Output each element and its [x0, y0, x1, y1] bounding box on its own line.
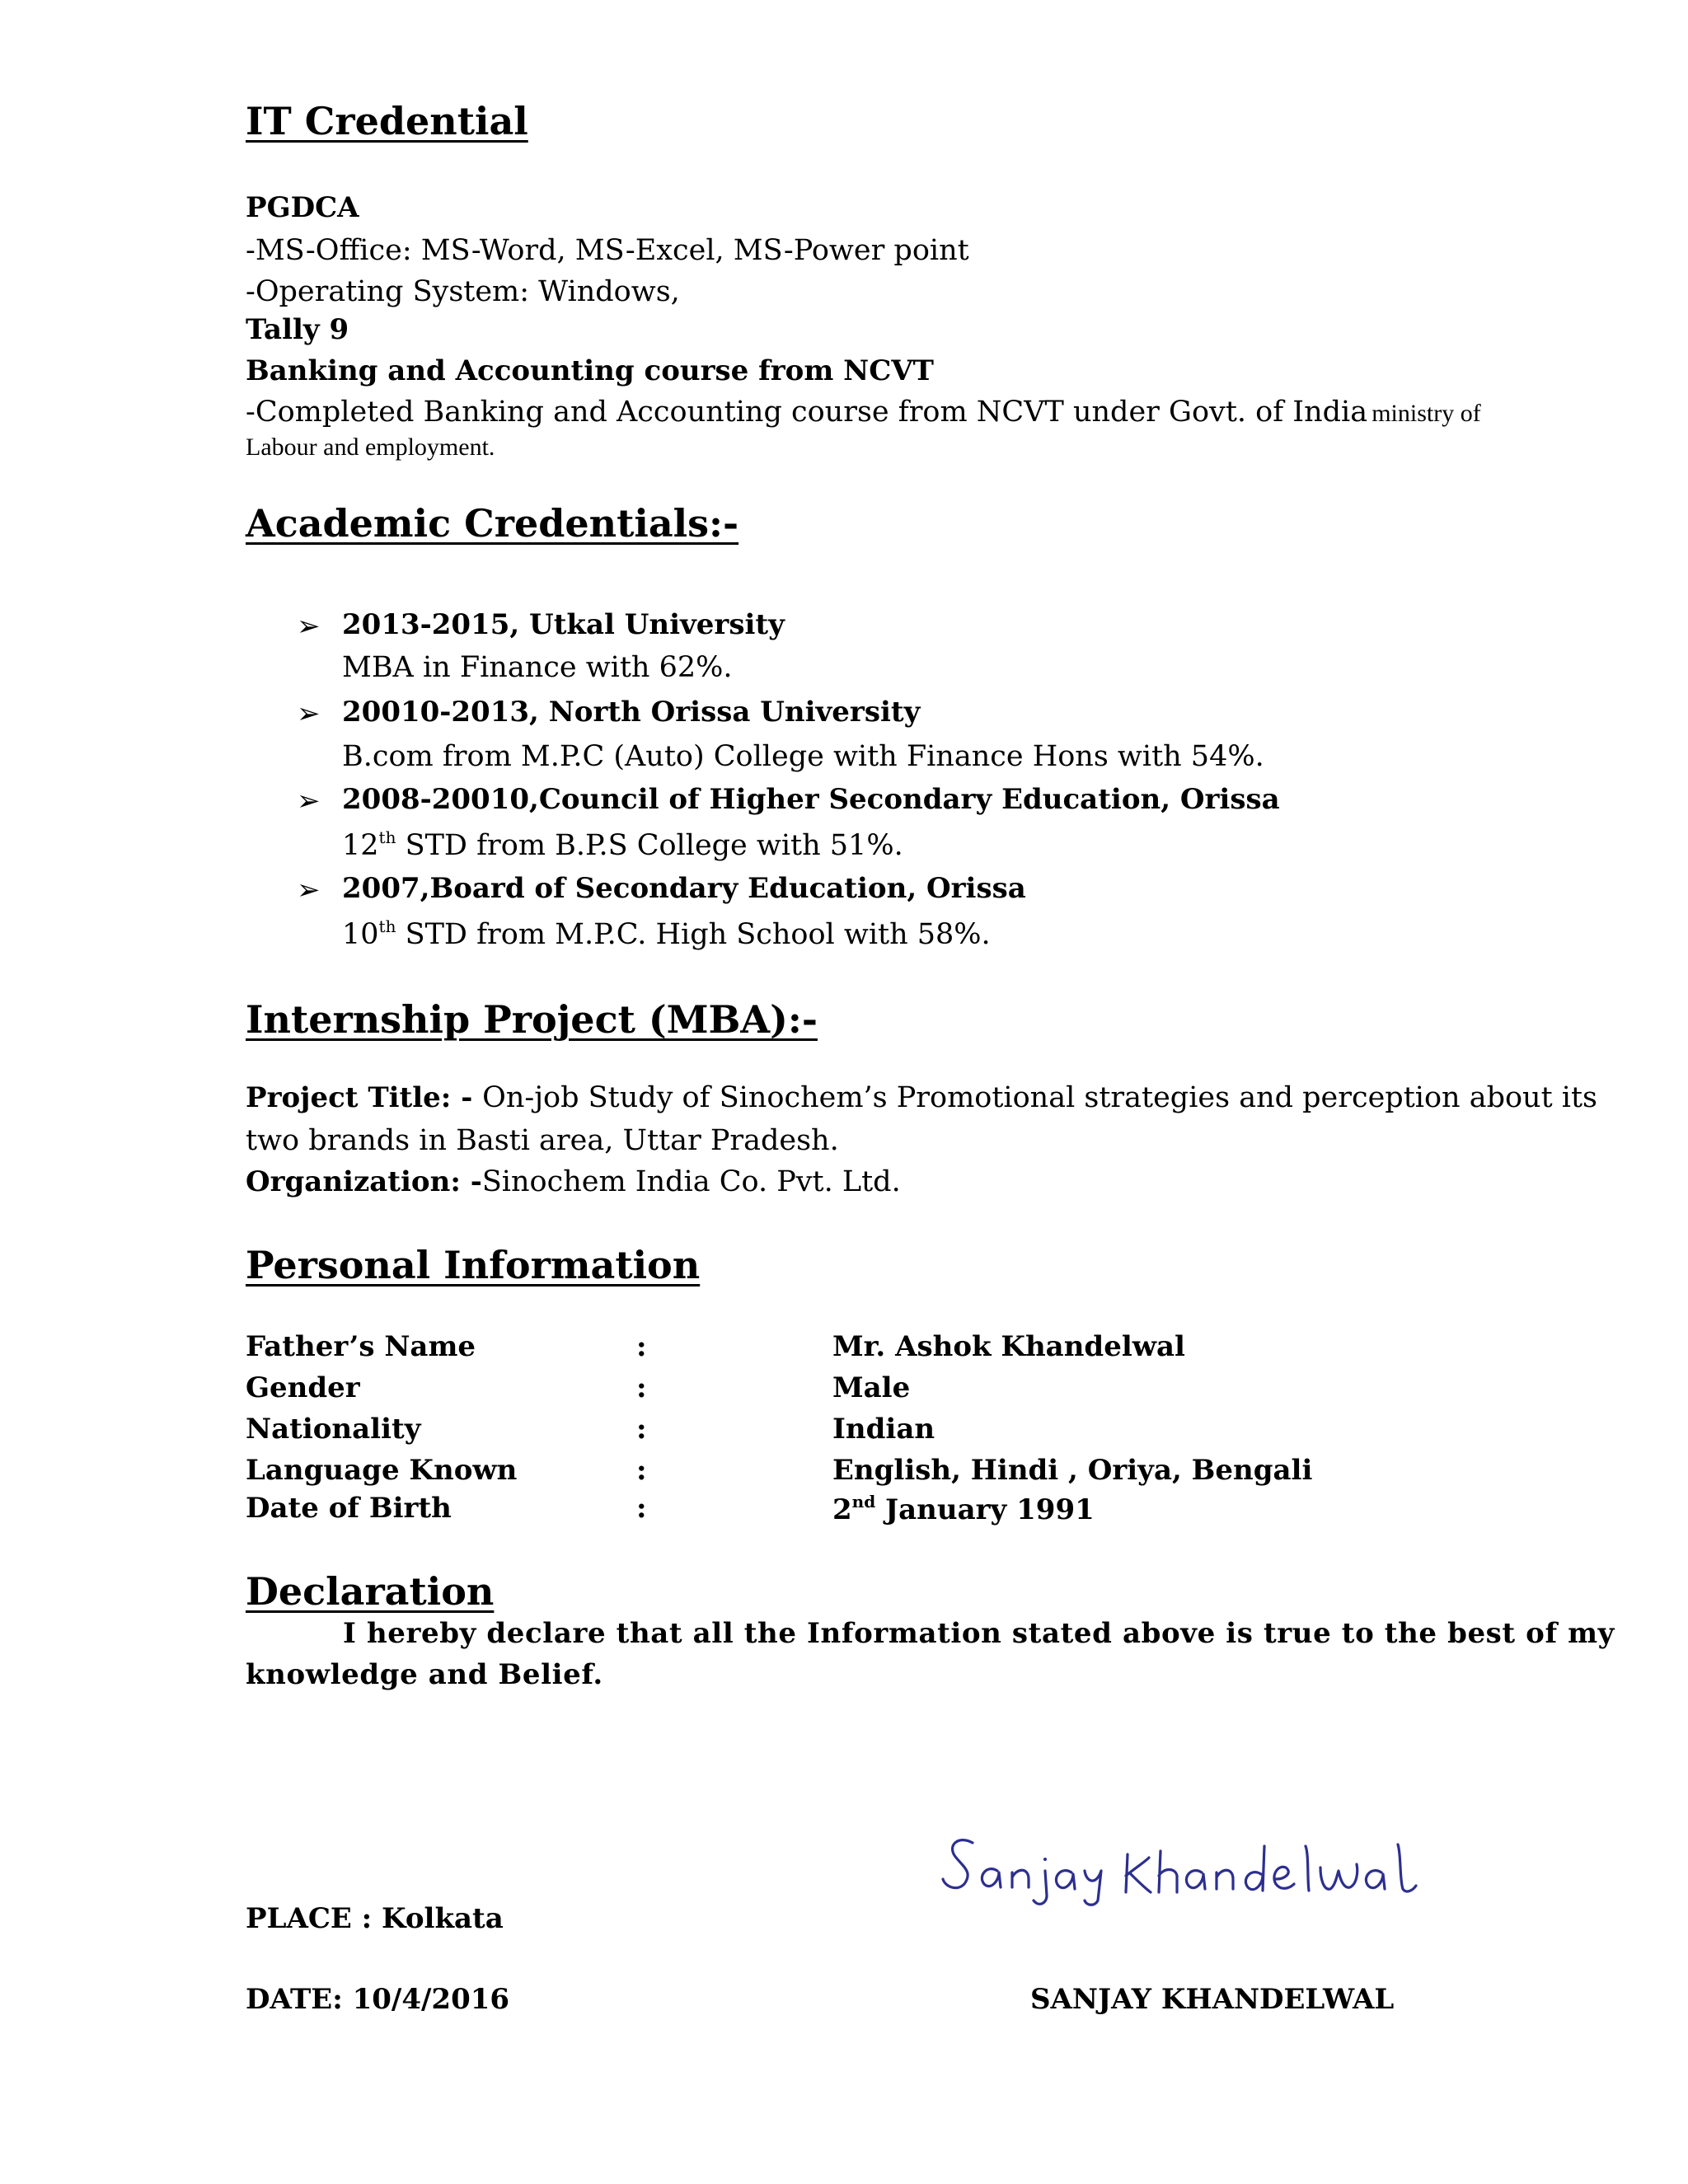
personal-label-gender: Gender: [246, 1371, 360, 1404]
personal-colon: :: [636, 1371, 647, 1404]
academic-item-3-detail-post: STD from B.P.S College with 51%.: [396, 829, 903, 862]
date-text: DATE: 10/4/2016: [246, 1983, 510, 2016]
tally-title: Tally 9: [246, 313, 349, 346]
academic-item-3-detail-sup: th: [378, 827, 396, 847]
project-title-text-2: two brands in Basti area, Uttar Pradesh.: [246, 1124, 839, 1157]
banking-title: Banking and Accounting course from NCVT: [246, 354, 934, 387]
academic-item-4-detail-pre: 10: [342, 918, 379, 951]
pgdca-line-1: -MS-Office: MS-Word, MS-Excel, MS-Power point: [246, 234, 969, 267]
organization-line: [246, 1165, 901, 1198]
academic-item-3-detail: [342, 827, 903, 862]
academic-item-4-detail-sup: th: [378, 916, 396, 936]
internship-heading: Internship Project (MBA):-: [246, 997, 818, 1042]
academic-item-4-detail: [342, 916, 991, 951]
personal-value-father: Mr. Ashok Khandelwal: [832, 1330, 1185, 1363]
declaration-heading: Declaration: [246, 1569, 495, 1614]
academic-heading: Academic Credentials:-: [246, 501, 739, 546]
personal-value-dob: [832, 1492, 1095, 1526]
personal-colon: :: [636, 1492, 647, 1525]
arrow-bullet-icon: ➢: [297, 785, 321, 818]
academic-item-2-detail: B.com from M.P.C (Auto) College with Finance Hons with 54%.: [342, 740, 1264, 773]
signatory-name: SANJAY KHANDELWAL: [1030, 1983, 1395, 2016]
academic-item-4-title: 2007,Board of Secondary Education, Orissa: [342, 872, 1026, 905]
declaration-line-1: I hereby declare that all the Information stated above is true to the best of my: [343, 1617, 1615, 1650]
academic-item-2-title: 20010-2013, North Orissa University: [342, 696, 921, 729]
personal-label-dob: Date of Birth: [246, 1492, 452, 1525]
personal-value-nationality: Indian: [832, 1413, 935, 1446]
banking-line-1: [246, 396, 1481, 429]
project-title-line: [246, 1081, 1597, 1114]
personal-heading: Personal Information: [246, 1243, 701, 1287]
it-credential-heading: IT Credential: [246, 99, 528, 143]
academic-item-1-detail: MBA in Finance with 62%.: [342, 651, 733, 684]
academic-item-4-detail-post: STD from M.P.C. High School with 58%.: [396, 918, 991, 951]
dob-day-suffix: nd: [851, 1492, 876, 1511]
project-title-label: Project Title: -: [246, 1081, 483, 1114]
personal-value-gender: Male: [832, 1371, 911, 1404]
academic-item-1-title: 2013-2015, Utkal University: [342, 608, 785, 641]
place-text: PLACE : Kolkata: [246, 1902, 504, 1935]
personal-colon: :: [636, 1330, 647, 1363]
organization-label: Organization: -: [246, 1165, 482, 1198]
personal-colon: :: [636, 1413, 647, 1446]
personal-label-nationality: Nationality: [246, 1413, 421, 1446]
personal-label-father: Father’s Name: [246, 1330, 476, 1363]
personal-colon: :: [636, 1454, 647, 1487]
pgdca-line-2: -Operating System: Windows,: [246, 275, 680, 308]
banking-line-1-main: -Completed Banking and Accounting course from NCVT under Govt. of India: [246, 396, 1368, 429]
handwritten-signature: [940, 1821, 1434, 1912]
banking-line-2: Labour and employment.: [246, 434, 495, 461]
banking-line-1-tail: ministry of: [1372, 400, 1481, 427]
personal-label-language: Language Known: [246, 1454, 518, 1487]
arrow-bullet-icon: ➢: [297, 610, 321, 643]
academic-item-3-title: 2008-20010,Council of Higher Secondary Education, Orissa: [342, 783, 1280, 816]
pgdca-title: PGDCA: [246, 191, 359, 224]
dob-day: 2: [832, 1493, 852, 1526]
declaration-line-2: knowledge and Belief.: [246, 1658, 603, 1691]
academic-item-3-detail-pre: 12: [342, 829, 379, 862]
organization-text: Sinochem India Co. Pvt. Ltd.: [481, 1165, 901, 1198]
project-title-text: On-job Study of Sinochem’s Promotional strategies and perception about its: [482, 1081, 1598, 1114]
arrow-bullet-icon: ➢: [297, 874, 321, 907]
arrow-bullet-icon: ➢: [297, 697, 321, 730]
dob-month-year: January 1991: [875, 1493, 1095, 1526]
personal-value-language: English, Hindi , Oriya, Bengali: [832, 1454, 1313, 1487]
